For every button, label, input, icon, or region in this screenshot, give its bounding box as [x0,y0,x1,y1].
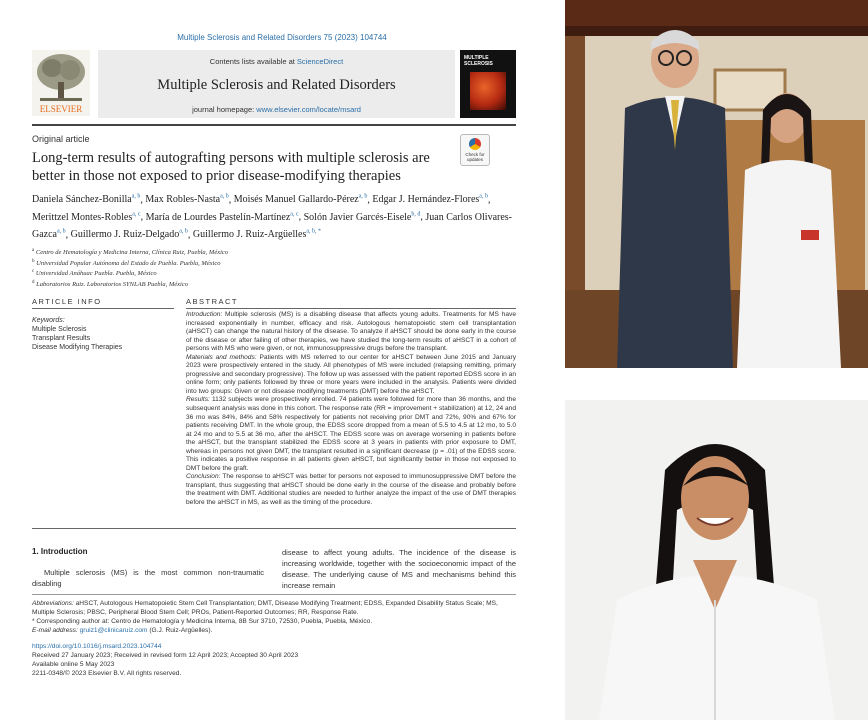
abstract-rule [186,308,516,309]
contents-prefix: Contents lists available at [209,57,297,66]
keyword[interactable]: Disease Modifying Therapies [32,344,123,351]
intro-text-right: disease to affect young adults. The incidence of the disease is increasing worldwide, together with the socioeconomic impact of the disease. The underlying cause of MS and mechanisms behind this increase remain [282,548,516,590]
elsevier-tree-logo [32,50,90,116]
author[interactable]: Merittzel Montes-Robles$^{a, c}$ [32,211,141,223]
affiliation: $^b$ Universidad Popular Autónoma del Estado de Puebla. Puebla, México [32,258,221,267]
copyright: 2211-0348/© 2023 Elsevier B.V. All rights reserved. [32,670,182,677]
email-link[interactable]: gruiz1@clinicaruiz.com [79,627,148,634]
author[interactable]: Daniela Sánchez-Bonilla$^{a, b}$ [32,194,141,206]
article-title: Long-term results of autografting persons with multiple sclerosis are better in those not exposed to prior disease-modifying therapies [32,150,430,184]
homepage-prefix: journal homepage: [192,105,257,114]
author[interactable]: María de Lourdes Pastelín-Martínez$^{a, c}$ [145,211,299,223]
check-updates-label: Check for updates [465,152,485,162]
abstract-paragraph: Results: 1132 subjects were prospectively enrolled. 74 patients were followed for more than 36 months, and the subsequent analysis was done in this cohort. The response rate (RR = improvement + stabilization) at 12, 24 and 36 mo was 84%, 84% and 58% respectively for patients not receiving prior DMT and 72%, 90% and 67% for patients receiving DMT. In the whole group, the EDSS score dropped from a mean of 5.5 to 4.5 at 12 mo, to 5.0 at 24 mo and to 5.5 at 36 mo, after the aHSCT. The EDSS score was on average worsening in patients before the aHSCT, but the transplant stabilized the EDSS score at 3 years in patients with prior exposure to DMT, whereas in persons not given DMT, the transplant resulted in a significant decrease (p = .01) of the EDSS score. This indicates a positive response in all patients given aHSCT, but significantly better in those not exposed to DMT before the graft. [186,396,516,472]
abbreviations-note: Abbreviations: aHSCT, Autologous Hematopoietic Stem Cell Transplantation; DMT, Disease Modifying Treatment; EDSS, Expanded Disability Status Scale; MS, Multiple Sclerosis; PBSC, Peripheral Blood Stem Cell; PROs, Patient-Reported Outcomes; RR, Response Rate. [32,600,498,616]
available-online: Available online 5 May 2023 [32,661,115,668]
journal-cover [460,50,516,118]
photo-two-doctors [565,0,868,368]
article-type: Original article [32,134,90,144]
received-dates: Received 27 January 2023; Received in revised form 12 April 2023; Accepted 30 April 2023 [32,652,299,659]
author[interactable]: Guillermo J. Ruiz-Delgado$^{a, b}$ [70,228,188,240]
article-info-heading: ARTICLE INFO [32,297,102,306]
author[interactable]: Max Robles-Nasta$^{a, b}$ [145,194,229,206]
affiliation: $^a$ Centro de Hematología y Medicina Interna, Clínica Ruiz, Puebla, México [32,248,229,257]
author[interactable]: Guillermo J. Ruiz-Argüelles$^{a, b, *}$ [192,228,322,240]
footnote-rule [32,594,516,595]
header-rule [32,124,516,126]
author[interactable]: Edgar J. Hernández-Flores$^{a, b}$ [372,194,488,206]
abstract-paragraph: Conclusion: The response to aHSCT was better for persons not exposed to immunosuppressive DMT before the transplant, thus suggesting that aHSCT should be done early in the course of the disease and probably before the treatment with DMT. Additional studies are needed to further analyze the impact of the use of DMT therapies before the aHSCT in MS, as well as the timing of the procedure. [186,473,516,507]
keyword[interactable]: Transplant Results [32,335,91,342]
affiliations [32,247,516,290]
journal-citation[interactable]: Multiple Sclerosis and Related Disorders 75 (2023) 104744 [177,33,387,42]
author-list: Daniela Sánchez-Bonilla$^{a, b}$, Max Robles-Nasta$^{a, b}$, Moisés Manuel Gallardo-Pérez$^{a, b}$, Edgar J. Hernández-Flores$^{a, b}$, Merittzel Montes-Robles$^{a, c}$, María de Lourdes Pastelín-Martínez$^{a, c}$, Solón Javier Garcés-Eisele$^{b, d}$, Juan Carlos Olivares-Gazca$^{a, b}$, Guillermo J. Ruiz-Delgado$^{a, b}$, Guillermo J. Ruiz-Argüelles$^{a, b, *}$ [32,194,513,240]
contents-line [98,57,455,66]
intro-heading: 1. Introduction [32,547,88,556]
intro-text-left: Multiple sclerosis (MS) is the most common non-traumatic disabling [32,568,264,588]
author[interactable]: Solón Javier Garcés-Eisele$^{b, d}$ [303,211,421,223]
affiliation: $^d$ Laboratorios Ruiz. Laboratorios SYNLAB Puebla, México [32,279,188,289]
keywords-label: Keywords: [32,317,65,324]
publisher-logo-text: ELSEVIER [39,104,83,114]
abstract-bottom-rule [32,528,516,529]
check-for-updates-button[interactable] [460,134,490,166]
corresponding-author-note: * Corresponding author at: Centro de Hematología y Medicina Interna, 8B Sur 3710, 72530, Puebla, Puebla, México. [32,618,373,625]
journal-name: Multiple Sclerosis and Related Disorders [157,77,396,93]
photo-two-doctors-illustration [565,0,868,368]
footnotes [32,599,516,635]
keyword[interactable]: Multiple Sclerosis [32,326,87,333]
check-updates-icon [469,138,481,150]
author[interactable]: Moisés Manuel Gallardo-Pérez$^{a, b}$ [233,194,368,206]
photo-doctor-portrait [565,400,868,720]
affiliation: $^c$ Universidad Anáhuac Puebla. Puebla, México [32,269,157,278]
keywords-block [32,316,172,352]
homepage-line [98,105,455,114]
abstract-paragraph: Introduction: Multiple sclerosis (MS) is a disabling disease that affects young adults. Treatments for MS have increased exponentially in number, efficacy and risk. Autologous hematopoietic stem cell transplantation (aHSCT) can change the natural history of the disease. To analyze if aHSCT should be done early in the course of the disease or after failing of other therapies, we have studied the long-term results of aHSCT in a cohort of persons with MS who were given, or not, immunosuppressive drugs before the transplant. [186,311,516,353]
abstract-paragraph: Materials and methods: Patients with MS referred to our center for aHSCT between June 2015 and January 2023 were prospectively entered in the study. All phenotypes of MS were included (relapsing remitting, primary progressive and secondary progressive). The follow up was assessed with the patient reported EDSS score in an online form; only patients followed by three or more years were included in the analysis. Patients were divided into two groups: Given or not disease modifying treatments (DMT) before the aHSCT. [186,353,516,395]
cover-image [470,72,506,110]
homepage-link[interactable]: www.elsevier.com/locate/msard [256,105,361,114]
abstract-body [186,311,516,508]
photo-doctor-portrait-illustration [565,400,868,720]
email-note: E-mail address: gruiz1@clinicaruiz.com (G.J. Ruiz-Argüelles). [32,627,213,634]
abstract-heading: ABSTRACT [186,297,239,306]
sciencedirect-link[interactable]: ScienceDirect [296,57,344,66]
author[interactable]: Juan Carlos Olivares-Gazca$^{a, b}$ [32,211,513,240]
article-info-rule [32,308,174,309]
doi-link[interactable]: https://doi.org/10.1016/j.msard.2023.104744 [32,643,162,650]
cover-title: MULTIPLE SCLEROSIS [464,55,493,67]
publication-info [32,642,516,678]
